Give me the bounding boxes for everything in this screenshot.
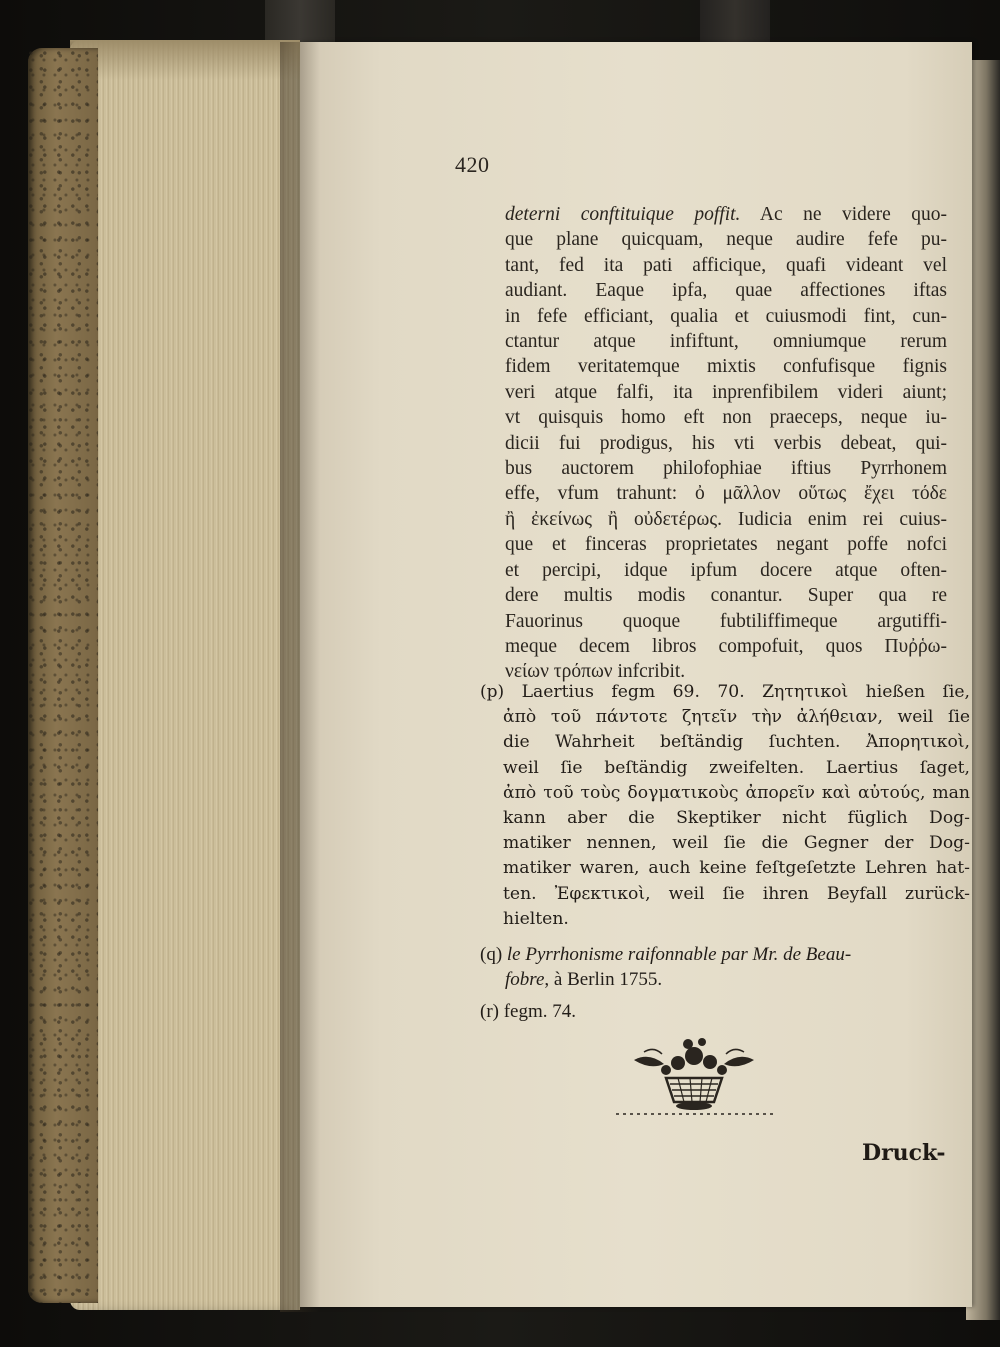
latin-line (505, 456, 947, 481)
latin-line-text: audiant. Eaque ipfa, quae affectiones iftas (505, 280, 947, 302)
footnote-p-text: Laertius fegm 69. 70. Ζητητικοὶ hießen ſie, (521, 682, 970, 702)
latin-line (505, 354, 947, 379)
latin-line-text: dicii fui prodigus, his vti verbis debeat, qui- (505, 432, 947, 454)
footnote-p-text: ten. Ἐφεκτικοὶ, weil ſie ihren Beyfall zurück- (503, 883, 970, 904)
footnote-q-place: , à Berlin 1755. (544, 969, 663, 990)
latin-line-text: ἢ ἐκείνως ἢ οὐδετέρως. Iudicia enim rei cuius- (505, 508, 947, 530)
catchword: Druck- (862, 1140, 946, 1166)
latin-line (505, 558, 947, 583)
footnote-p-line (480, 856, 970, 881)
book-cover-board (28, 48, 98, 1303)
latin-line-text: Fauorinus quoque fubtiliffimeque argutiffi- (505, 610, 947, 632)
latin-line-text: ctantur atque infiftunt, omniumque rerum (505, 331, 947, 353)
latin-line (505, 583, 947, 608)
latin-line-text: bus auctorem philofophiae iftius Pyrrhonem (505, 458, 947, 480)
latin-line (505, 634, 947, 659)
latin-line-text: νείων τρόπων infcribit. (505, 661, 686, 683)
footnote-p-line (480, 831, 970, 856)
footnote-p-marker: (p) (480, 682, 505, 702)
latin-line-text: que et finceras proprietates negant poffe nofci (505, 534, 947, 556)
page-number: 420 (455, 152, 490, 177)
footnote-p-text: ἀπὸ τοῦ τοὺς δογματικοὺς ἀπορεῖν καὶ αὐτούς, man (503, 782, 970, 803)
footnote-p-line (480, 781, 970, 806)
cover-speckle (28, 48, 98, 1303)
latin-line-text: dere multis modis conantur. Super qua re (505, 585, 947, 607)
latin-line (505, 202, 947, 227)
footnote-p-line (480, 806, 970, 831)
latin-line-text: meque decem libros compofuit, quos Πυῤῥω- (505, 635, 947, 657)
footnote-q-author: fobre (505, 969, 545, 990)
latin-line (505, 405, 947, 430)
footnote-p-text: ἀπὸ τοῦ πάντοτε ζητεῖν τὴν ἀλήθειαν, weil ſie (503, 707, 970, 728)
footnote-q-line (480, 942, 970, 967)
latin-line (505, 329, 947, 354)
flower-basket-vignette-icon (604, 1030, 784, 1120)
latin-line-text: effe, vfum trahunt: ὀ μᾶλλον οὕτως ἔχει τόδε (505, 483, 947, 505)
footnote-p (480, 680, 970, 932)
latin-line (505, 278, 947, 303)
latin-line-text: vt quisquis homo eft non praeceps, neque iu- (505, 407, 947, 429)
footnote-p-text: hielten. (503, 908, 569, 929)
latin-line-text: veri atque falfi, ita inprenfibilem videri aiunt; (505, 381, 947, 403)
latin-line-text: tant, fed ita pati afficique, quafi videant vel (505, 254, 947, 276)
latin-body-text (505, 202, 947, 685)
footnote-r (480, 999, 970, 1024)
latin-line (505, 253, 947, 278)
latin-line (505, 380, 947, 405)
latin-line (505, 304, 947, 329)
latin-line (505, 481, 947, 506)
footnote-q-marker: (q) (480, 944, 503, 965)
footnote-p-line (480, 882, 970, 907)
latin-line-text: que plane quicquam, neque audire fefe pu- (505, 229, 947, 251)
latin-line (505, 532, 947, 557)
book-gutter-shadow (280, 42, 320, 1312)
footnote-p-text: weil ſie beſtändig zweifelten. Laertius ſaget, (503, 757, 970, 778)
latin-line (505, 431, 947, 456)
footnote-p-line (480, 907, 970, 932)
footnote-q (480, 942, 970, 992)
latin-line-text: Ac ne videre quo- (740, 204, 947, 225)
latin-line-italic: deterni conftituique poffit. (505, 204, 741, 225)
footnote-q-title: le Pyrrhonisme raifonnable par Mr. de Beau- (506, 944, 852, 965)
latin-line (505, 609, 947, 634)
latin-line-text: in fefe efficiant, qualia et cuiusmodi fint, cun- (505, 305, 947, 327)
footnote-p-text: matiker nennen, weil ſie die Gegner der Dog- (503, 833, 970, 854)
latin-line (505, 227, 947, 252)
footnote-p-line (480, 756, 970, 781)
latin-line-text: et percipi, idque ipfum docere atque often- (505, 559, 947, 581)
footnote-r-marker: (r) (480, 1001, 499, 1022)
footnote-q-line (480, 967, 970, 992)
latin-line-text: fidem veritatemque mixtis confufisque fignis (505, 356, 947, 378)
book-page-edges-top (70, 40, 300, 80)
footnote-p-line (480, 705, 970, 730)
footnote-p-line (480, 730, 970, 755)
latin-line (505, 507, 947, 532)
footnote-p-line (480, 680, 970, 705)
footnote-p-text: kann aber die Skeptiker nicht füglich Dog- (503, 808, 970, 829)
book-page-edges (70, 40, 300, 1310)
footnote-r-text: fegm. 74. (503, 1001, 577, 1022)
footnote-p-text: die Wahrheit beſtändig ſuchten. Ἀπορητικοὶ, (503, 732, 970, 753)
footnote-p-text: matiker waren, auch keine feſtgeſetzte Lehren hat- (503, 858, 970, 879)
